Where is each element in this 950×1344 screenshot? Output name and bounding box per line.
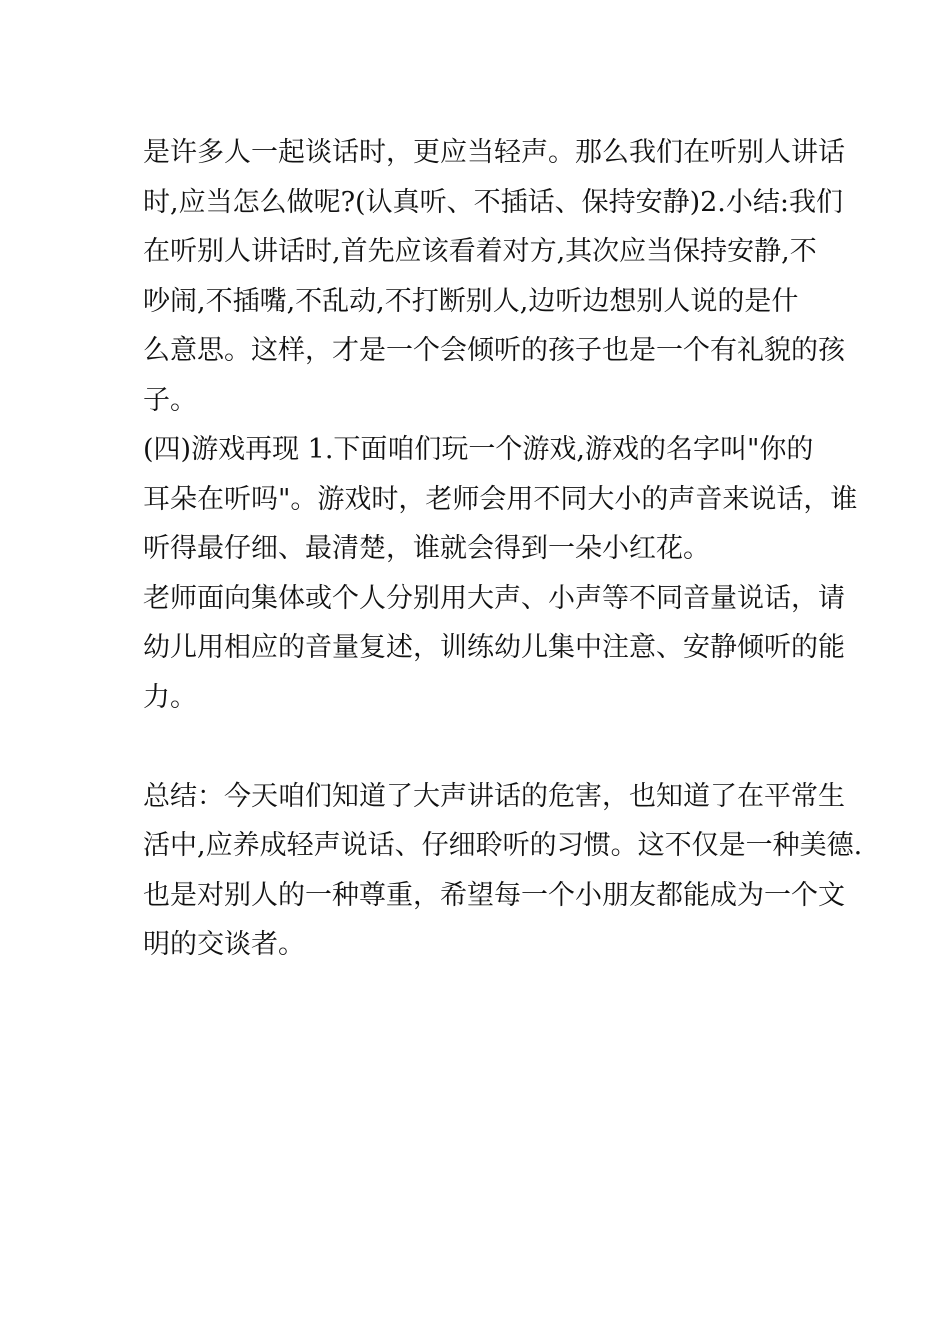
- text-line: 老师面向集体或个人分别用大声、小声等不同音量说话，请: [143, 582, 845, 614]
- text-line: 活中,应养成轻声说话、仔细聆听的习惯。这不仅是一种美德.: [143, 830, 863, 861]
- text-line: (四)游戏再现 1.下面咱们玩一个游戏,游戏的名字叫"你的: [143, 434, 814, 465]
- paragraph-listening-summary: [143, 128, 845, 425]
- paragraph-game-method: [143, 574, 845, 723]
- text-line: 听得最仔细、最清楚，谁就会得到一朵小红花。: [143, 533, 710, 564]
- text-line: 力。: [143, 681, 197, 713]
- text-line: 吵闹,不插嘴,不乱动,不打断别人,边听边想别人说的是什: [143, 285, 799, 317]
- text-line: 是许多人一起谈话时，更应当轻声。那么我们在听别人讲话: [143, 137, 845, 168]
- text-line: 总结：今天咱们知道了大声讲话的危害，也知道了在平常生: [143, 780, 845, 812]
- text-line: 子。: [143, 384, 197, 416]
- text-line: 在听别人讲话时,首先应该看着对方,其次应当保持安静,不: [143, 236, 817, 267]
- paragraph-spacer: [143, 722, 815, 772]
- text-line: 么意思。这样，才是一个会倾听的孩子也是一个有礼貌的孩: [143, 335, 845, 366]
- paragraph-conclusion: [143, 772, 863, 970]
- paragraph-game-intro: [143, 425, 858, 574]
- text-line: 也是对别人的一种尊重，希望每一个小朋友都能成为一个文: [143, 879, 845, 911]
- document-body: [143, 128, 863, 970]
- text-line: 明的交谈者。: [143, 929, 305, 960]
- text-line: 耳朵在听吗"。游戏时，老师会用不同大小的声音来说话，谁: [143, 483, 858, 515]
- text-line: 幼儿用相应的音量复述，训练幼儿集中注意、安静倾听的能: [143, 632, 845, 663]
- text-line: 时,应当怎么做呢?(认真听、不插话、保持安静)2.小结:我们: [143, 186, 843, 218]
